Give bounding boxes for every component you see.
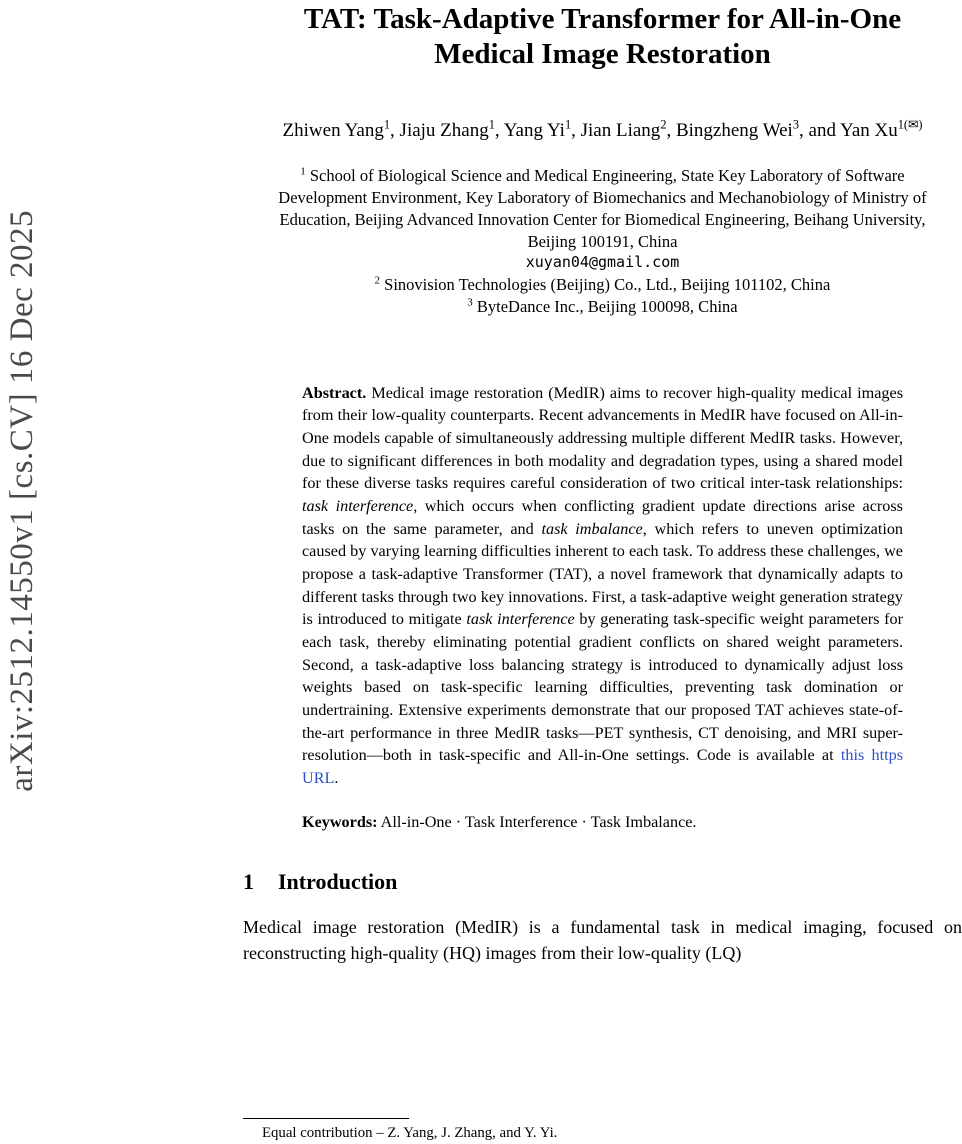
footnote-area [243,1118,962,1142]
text-segment: . [334,769,339,788]
footnote-text: Equal contribution – Z. Yang, J. Zhang, and Y. Yi. [262,1124,558,1141]
code-link[interactable]: this https URL [302,746,903,788]
text-segment: Abstract. [302,383,367,402]
keywords-line [302,811,903,834]
authors-line [253,118,953,144]
superscript-marker: 1 [383,117,391,132]
paper-title: TAT: Task-Adaptive Transformer for All-in-One Medical Image Restoration [303,3,902,70]
affiliation-2 [267,274,939,296]
text-segment: Sinovision Technologies (Beijing) Co., Ltd., Beijing 101102, China [380,275,831,295]
text-segment: , Bingzheng Wei [666,119,793,141]
superscript-marker: 1 [488,117,495,132]
affiliation-1 [267,165,939,252]
intro-paragraph: Medical image restoration (MedIR) is a fundamental task in medical imaging, focused on reconstructing high-quality (HQ) images from their low-quality (LQ) [243,917,962,963]
affiliation-3 [267,296,939,318]
superscript-marker: 2 [660,117,667,132]
text-segment: , Jian Liang [571,119,661,141]
superscript-marker: 3 [792,117,800,132]
text-segment: , Jiaju Zhang [390,119,489,141]
contact-email: xuyan04@gmail.com [525,253,680,272]
paper-page [243,0,962,966]
text-segment: Zhiwen Yang [282,119,384,141]
text-segment: by generating task-specific weight parameters for each task, thereby eliminating potential gradient conflicts on shared weight parameters. Second, a task-adaptive loss balancing strategy is introduced to dynamically adjust loss weights based on task-specific learning difficulties, preventing task domination or undertraining. Extensive experiments demonstrate that our proposed TAT achieves state-of-the-art performance in three MedIR tasks—PET synthesis, CT denoising, and MRI super-resolution—both in task-specific and All-in-One settings. Code is available at [302,610,903,765]
text-segment: task interference [302,496,414,515]
section-title: Introduction [278,869,398,895]
superscript-marker: 1 [300,165,306,178]
superscript-marker: 3 [467,296,473,309]
text-segment: , which occurs when conflicting gradient update directions arise across tasks on the same parameter, and [302,496,903,538]
superscript-marker: 1(✉) [897,117,923,132]
arxiv-watermark: arXiv:2512.14550v1 [cs.CV] 16 Dec 2025 [4,210,40,792]
affiliations-block [267,165,939,317]
text-segment: task imbalance [541,519,643,538]
text-segment: All-in-One · Task Interference · Task Imbalance. [377,812,697,831]
text-segment: ByteDance Inc., Beijing 100098, China [472,296,738,316]
superscript-marker: 1 [564,117,572,132]
superscript-marker: 2 [374,274,381,287]
section-heading [243,869,962,895]
text-segment: Medical image restoration (MedIR) aims to recover high-quality medical images from their low-quality counterparts. Recent advancements in MedIR have focused on All-in-One models capable of simultaneously addressing multiple different MedIR tasks. However, due to significant differences in both modality and degradation types, using a shared model for these diverse tasks requires careful consideration of two critical inter-task relationships: [302,383,903,493]
text-segment: , and Yan Xu [799,119,898,141]
text-segment: School of Biological Science and Medical Engineering, State Key Laboratory of Software Development Environment, Key Laboratory of Biomechanics and Mechanobiology of Ministry of Education, Beijing Advanced Innovation Center for Biomedical Engineering, Beihang University, Beijing 100191, China [278,166,927,251]
footnote-rule [243,1118,409,1119]
text-segment: , Yang Yi [494,119,565,141]
text-segment: Keywords: [302,812,378,831]
text-segment: task interference [466,610,575,629]
text-segment: , which refers to uneven optimization caused by varying learning difficulties inherent to each task. To address these challenges, we propose a task-adaptive Transformer (TAT), a novel framework that dynamically adapts to different tasks through two key innovations. First, a task-adaptive weight generation strategy is introduced to mitigate [302,519,904,629]
abstract-paragraph [302,382,903,790]
section-number: 1 [243,869,254,895]
